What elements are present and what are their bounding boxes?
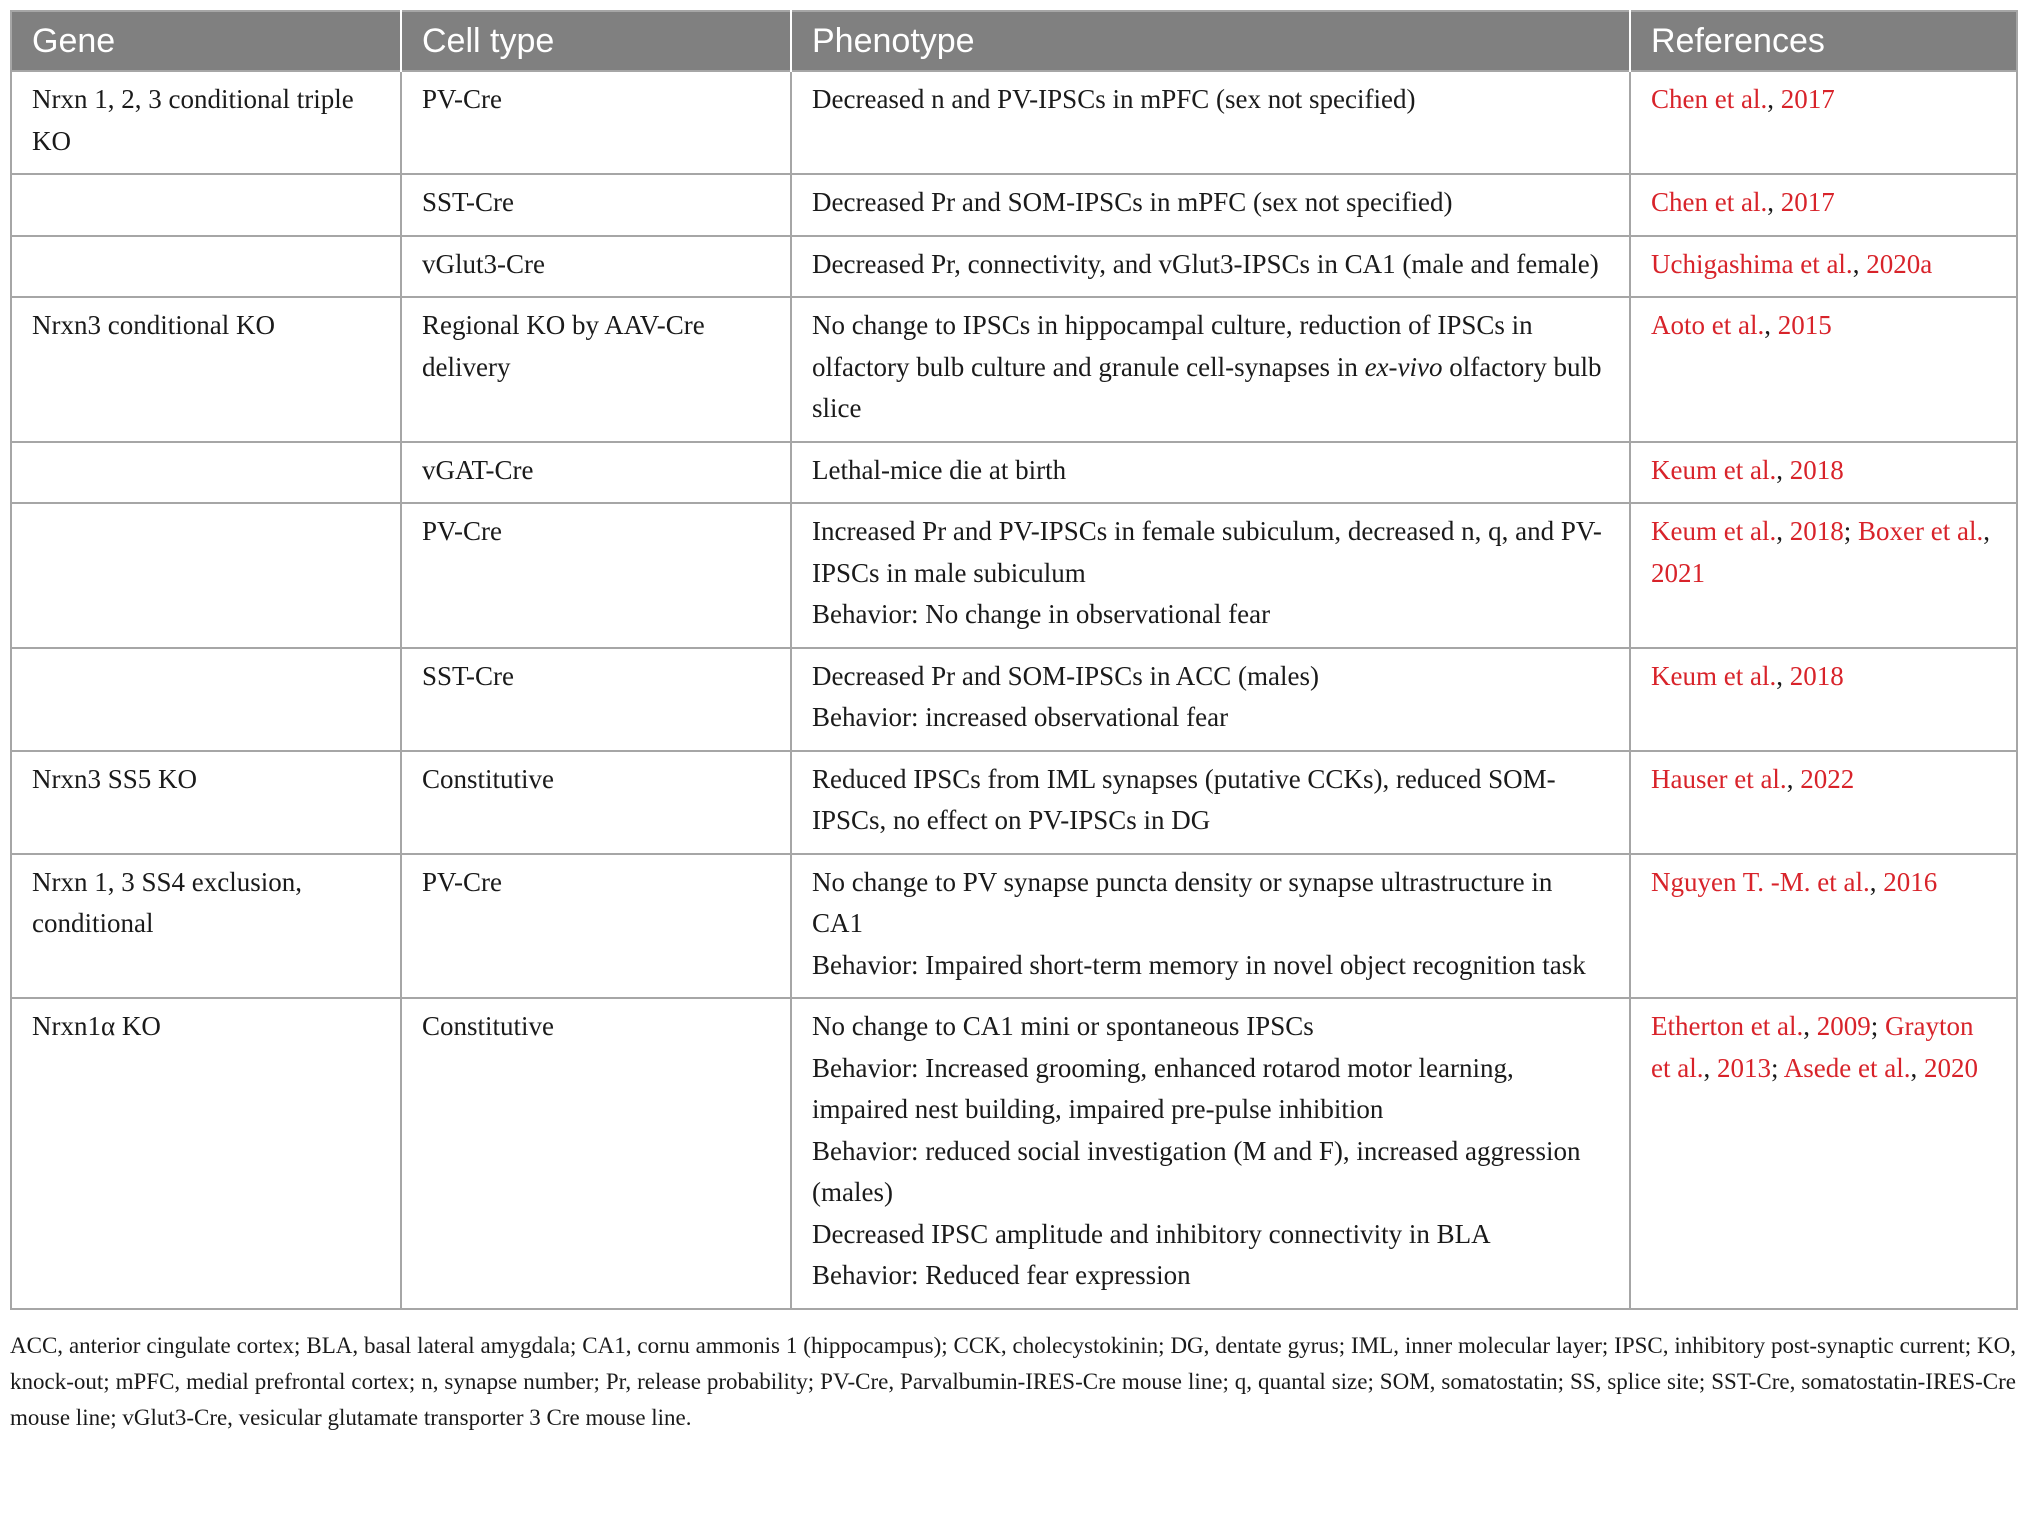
reference-year-link[interactable]: 2017 [1780, 84, 1835, 114]
cell-type-cell: Constitutive [401, 998, 791, 1309]
references-cell: Keum et al., 2018; Boxer et al., 2021 [1630, 503, 2017, 648]
table-row [11, 174, 2017, 236]
gene-cell: Nrxn1α KO [11, 998, 401, 1309]
reference-year-link[interactable]: 2020a [1866, 248, 1933, 279]
reference-author-link[interactable]: Aoto et al. [1651, 310, 1765, 340]
references-cell: Nguyen T. -M. et al., 2016 [1630, 854, 2017, 999]
table-row [11, 854, 2017, 999]
abbreviations-footnote: ACC, anterior cingulate cortex; BLA, basal lateral amygdala; CA1, cornu ammonis 1 (hippocampus); CCK, cholecystokinin; DG, dentate gyrus; IML, inner molecular layer; IPSC, inhibitory post-synaptic current; KO, knock-out; mPFC, medial prefrontal cortex; n, synapse number; Pr, release probability; PV-Cre, Parvalbumin-IRES-Cre mouse line; q, quantal size; SOM, somatostatin; SS, splice site; SST-Cre, somatostatin-IRES-Cre mouse line; vGlut3-Cre, vesicular glutamate transporter 3 Cre mouse line. [10, 1332, 2016, 1430]
reference-year-link[interactable]: 2020 [1923, 1052, 1978, 1083]
phenotype-cell [791, 71, 1630, 174]
table-row [11, 236, 2017, 298]
cell-type-cell: PV-Cre [401, 854, 791, 999]
references-cell: Keum et al., 2018 [1630, 648, 2017, 751]
phenotype-line: Behavior: Reduced fear expression [812, 1260, 1191, 1290]
phenotype-line: No change to IPSCs in hippocampal culture, reduction of IPSCs in olfactory bulb culture and granule cell-synapses in ex-vivo olfactory bulb slice [812, 310, 1602, 423]
gene-cell: Nrxn 1, 2, 3 conditional triple KO [11, 71, 401, 174]
references-cell: Chen et al., 2017 [1630, 71, 2017, 174]
cell-type-cell: Regional KO by AAV-Cre delivery [401, 297, 791, 442]
cell-type-cell: vGAT-Cre [401, 442, 791, 504]
phenotype-line: Behavior: Increased grooming, enhanced rotarod motor learning, impaired nest building, impaired pre-pulse inhibition [812, 1052, 1514, 1124]
gene-cell: Nrxn 1, 3 SS4 exclusion, conditional [11, 854, 401, 999]
reference-author-link[interactable]: Keum et al. [1651, 660, 1777, 691]
phenotype-cell [791, 297, 1630, 442]
cell-type-cell: vGlut3-Cre [401, 236, 791, 298]
cell-type-cell: Constitutive [401, 751, 791, 854]
header-cell-type: Cell type [401, 11, 791, 71]
reference-author-link[interactable]: Hauser et al. [1651, 763, 1787, 794]
phenotype-line: Reduced IPSCs from IML synapses (putative CCKs), reduced SOM-IPSCs, no effect on PV-IPSCs in DG [812, 763, 1556, 835]
gene-cell [11, 236, 401, 298]
reference-author-link[interactable]: Uchigashima et al. [1651, 248, 1853, 279]
header-phenotype: Phenotype [791, 11, 1630, 71]
reference-year-link[interactable]: 2017 [1780, 187, 1835, 217]
table-row [11, 442, 2017, 504]
phenotype-cell [791, 503, 1630, 648]
phenotype-line: Lethal-mice die at birth [812, 454, 1067, 485]
gene-cell [11, 174, 401, 236]
phenotype-cell [791, 236, 1630, 298]
reference-year-link[interactable]: 2018 [1789, 454, 1844, 485]
references-cell: Hauser et al., 2022 [1630, 751, 2017, 854]
phenotype-cell [791, 998, 1630, 1309]
phenotype-line: Behavior: Impaired short-term memory in novel object recognition task [812, 949, 1586, 980]
cell-type-cell: SST-Cre [401, 648, 791, 751]
table-row [11, 71, 2017, 174]
table-header [11, 11, 2017, 71]
phenotype-line: No change to CA1 mini or spontaneous IPSCs [812, 1011, 1314, 1041]
cell-type-cell: PV-Cre [401, 71, 791, 174]
phenotype-cell [791, 442, 1630, 504]
cell-type-cell: SST-Cre [401, 174, 791, 236]
references-cell: Aoto et al., 2015 [1630, 297, 2017, 442]
reference-year-link[interactable]: 2015 [1777, 310, 1832, 340]
phenotype-line: Decreased IPSC amplitude and inhibitory connectivity in BLA [812, 1218, 1491, 1249]
reference-year-link[interactable]: 2009 [1816, 1011, 1871, 1041]
cell-type-cell: PV-Cre [401, 503, 791, 648]
gene-cell: Nrxn3 conditional KO [11, 297, 401, 442]
references-cell: Etherton et al., 2009; Grayton et al., 2013; Asede et al., 2020 [1630, 998, 2017, 1309]
reference-year-link[interactable]: 2016 [1883, 866, 1938, 897]
gene-cell [11, 648, 401, 751]
table-row [11, 648, 2017, 751]
reference-author-link[interactable]: Chen et al. [1651, 187, 1768, 217]
phenotype-line: No change to PV synapse puncta density or synapse ultrastructure in CA1 [812, 866, 1553, 938]
reference-author-link[interactable]: Keum et al. [1651, 516, 1777, 546]
references-cell: Chen et al., 2017 [1630, 174, 2017, 236]
header-references: References [1630, 11, 2017, 71]
phenotype-line: Behavior: increased observational fear [812, 702, 1229, 732]
reference-year-link[interactable]: 2018 [1789, 660, 1844, 691]
phenotype-line: Decreased Pr and SOM-IPSCs in ACC (males) [812, 660, 1319, 691]
gene-cell: Nrxn3 SS5 KO [11, 751, 401, 854]
phenotype-cell [791, 648, 1630, 751]
phenotype-line: Behavior: No change in observational fear [812, 599, 1271, 629]
reference-year-link[interactable]: 2022 [1800, 763, 1855, 794]
header-row [11, 11, 2017, 71]
references-cell: Uchigashima et al., 2020a [1630, 236, 2017, 298]
table-row [11, 297, 2017, 442]
table-body [11, 71, 2017, 1309]
phenotype-cell [791, 854, 1630, 999]
header-gene: Gene [11, 11, 401, 71]
reference-year-link[interactable]: 2021 [1651, 557, 1705, 588]
reference-year-link[interactable]: 2013 [1716, 1052, 1771, 1083]
reference-author-link[interactable]: Keum et al. [1651, 454, 1777, 485]
reference-author-link[interactable]: Boxer et al. [1857, 516, 1984, 546]
neurexin-phenotype-table [10, 10, 2018, 1310]
reference-author-link[interactable]: Chen et al. [1651, 84, 1768, 114]
reference-author-link[interactable]: Nguyen T. -M. et al. [1651, 866, 1870, 897]
table-row [11, 998, 2017, 1309]
table-row [11, 751, 2017, 854]
table-row [11, 503, 2017, 648]
table-page [10, 10, 2016, 1436]
phenotype-cell [791, 174, 1630, 236]
reference-author-link[interactable]: Grayton et al. [1651, 1011, 1974, 1083]
phenotype-cell [791, 751, 1630, 854]
phenotype-line: Decreased n and PV-IPSCs in mPFC (sex not specified) [812, 84, 1416, 114]
reference-year-link[interactable]: 2018 [1789, 516, 1844, 546]
phenotype-line: Increased Pr and PV-IPSCs in female subiculum, decreased n, q, and PV-IPSCs in male subiculum [812, 516, 1602, 588]
reference-author-link[interactable]: Asede et al. [1783, 1052, 1911, 1083]
gene-cell [11, 503, 401, 648]
reference-author-link[interactable]: Etherton et al. [1651, 1011, 1804, 1041]
gene-cell [11, 442, 401, 504]
phenotype-line: Decreased Pr, connectivity, and vGlut3-IPSCs in CA1 (male and female) [812, 248, 1599, 279]
phenotype-line: Decreased Pr and SOM-IPSCs in mPFC (sex not specified) [812, 187, 1453, 217]
phenotype-line: Behavior: reduced social investigation (M and F), increased aggression (males) [812, 1135, 1581, 1207]
references-cell: Keum et al., 2018 [1630, 442, 2017, 504]
